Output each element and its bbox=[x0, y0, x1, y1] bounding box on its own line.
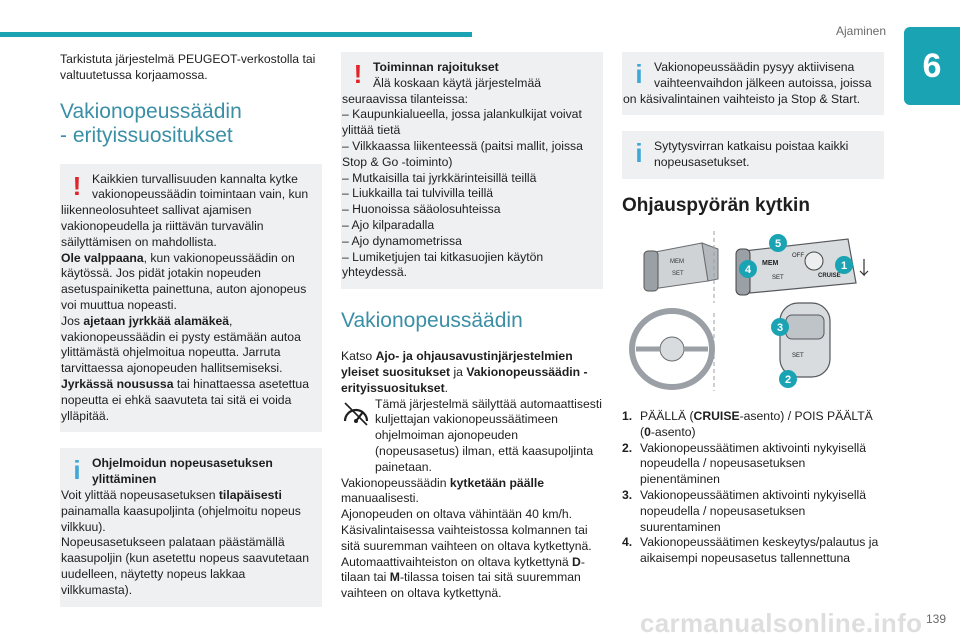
list-item: 3. Vakionopeussäätimen aktivointi nykyisellä nopeudella / nopeusasetuksen suurentaminen bbox=[622, 487, 867, 534]
switch-label-mem: MEM bbox=[762, 259, 779, 267]
limitations-title: Toiminnan rajoitukset bbox=[373, 60, 499, 74]
see-also-paragraph: Katso Ajo- ja ohjausavustinjärjestelmien yleiset suositukset ja Vakionopeussäädin - erityissuositukset. bbox=[341, 349, 588, 395]
list-item: – Lumiketjujen tai kitkasuojien käytön yhteydessä. bbox=[342, 249, 544, 280]
switch-label-cruise: CRUISE bbox=[818, 272, 841, 279]
warning-line-2: liikenneolosuhteet sallivat ajamisen vakionopeudella ja riittävän turvavälin säilyttämisen on mahdollista. bbox=[61, 203, 264, 249]
info-paragraph-1: Voit ylittää nopeusasetuksen tilapäisesti painamalla kaasupoljinta (ohjelmoitu nopeus vilkkuu). bbox=[61, 487, 301, 534]
steering-switch-diagram bbox=[622, 231, 884, 393]
warning-line-1: Kaikkien turvallisuuden kannalta kytke vakionopeussäädin toimintaan vain, kun bbox=[92, 171, 309, 202]
info-note-title: Ohjelmoidun nopeusasetuksen ylittäminen bbox=[92, 456, 273, 487]
list-item: – Ajo kilparadalla bbox=[342, 217, 435, 232]
svg-text:2: 2 bbox=[784, 373, 792, 386]
info-text: Sytytysvirran katkaisu poistaa kaikki nopeusasetukset. bbox=[654, 139, 849, 170]
list-item: – Huonoissa sääolosuhteissa bbox=[342, 202, 501, 217]
list-item: 2. Vakionopeussäätimen aktivointi nykyisellä nopeudella / nopeusasetuksen pienentäminen bbox=[622, 440, 867, 487]
callout-4 bbox=[739, 260, 757, 278]
callout-3 bbox=[771, 318, 789, 336]
list-item: – Kaupunkialueella, jossa jalankulkijat voivat ylittää tietä bbox=[342, 107, 582, 138]
list-item: 1. PÄÄLLÄ (CRUISE-asento) / POIS PÄÄLTÄ (0-asento) bbox=[622, 408, 873, 439]
warning-note-body bbox=[60, 172, 322, 425]
intro-paragraph: Tarkistuta järjestelmä PEUGEOT-verkostolla tai valtuutetussa korjaamossa. bbox=[60, 52, 316, 82]
info-note-gear-change bbox=[622, 52, 884, 115]
stalk-end-view bbox=[780, 303, 830, 377]
svg-text:4: 4 bbox=[744, 263, 752, 276]
limitations-line-1: Älä koskaan käytä järjestelmää bbox=[373, 75, 542, 90]
switch-label-set: SET bbox=[772, 274, 784, 281]
stalk-label-mem: MEM bbox=[670, 258, 684, 265]
info-line-2: on käsivalintainen vaihteisto ja Stop & Start. bbox=[623, 91, 861, 106]
svg-text:1: 1 bbox=[840, 259, 848, 272]
section-heading-steering-switch: Ohjauspyörän kytkin bbox=[622, 194, 810, 216]
section-heading-cruise-control: Vakionopeussäädin bbox=[341, 309, 523, 333]
info-icon: i bbox=[635, 138, 643, 169]
chapter-title: Ajaminen bbox=[835, 24, 886, 38]
warning-paragraph-uphill: Jyrkässä nousussa tai hinattaessa asetettua nopeutta ei ehkä saavuteta tai sitä ei voida ylläpitää. bbox=[61, 376, 309, 423]
steering-wheel-icon bbox=[632, 311, 712, 387]
info-note-body bbox=[622, 139, 884, 171]
info-note-body bbox=[622, 60, 884, 107]
chapter-number-tab: 6 bbox=[904, 27, 960, 105]
info-paragraph-2: Nopeusasetukseen palataan päästämällä kaasupoljin (kun asetettu nopeus saavutetaan uudelleen, näytetty nopeus lakkaa vilkkumasta). bbox=[61, 535, 309, 597]
automatic-gearbox-paragraph: Automaattivaihteiston on oltava kytkettynä D-tilaan tai M-tilassa toisen tai sitä suuremman vaihteen on oltava kytkettynä. bbox=[341, 554, 585, 601]
info-line-1: Vakionopeussäädin pysyy aktiivisena vaihteenvaihdon jälkeen autoissa, joissa bbox=[654, 60, 872, 90]
info-icon: i bbox=[635, 59, 643, 89]
activation-paragraph: Vakionopeussäädin kytketään päälle manuaalisesti. bbox=[341, 475, 545, 506]
svg-text:5: 5 bbox=[774, 237, 782, 250]
cruise-control-icon bbox=[341, 399, 371, 429]
svg-text:3: 3 bbox=[776, 321, 784, 334]
icon-description: Tämä järjestelmä säilyttää automaattisesti kuljettajan vakionopeussäätimeen ohjelmoiman ajonopeuden (nopeusasetus) ilman, että kaasupoljinta painetaan. bbox=[375, 396, 602, 474]
limitations-line-2: seuraavissa tilanteissa: bbox=[342, 91, 468, 106]
description-with-icon bbox=[341, 397, 603, 476]
stalk-side-view bbox=[644, 243, 718, 291]
section-heading-special-recommendations bbox=[60, 100, 322, 148]
steps-list bbox=[622, 409, 884, 567]
limitations-body bbox=[341, 60, 603, 281]
heading-line-2: - erityissuositukset bbox=[60, 123, 233, 147]
steering-switch-illustration bbox=[622, 231, 884, 393]
page-number: 139 bbox=[925, 612, 946, 626]
list-item: – Vilkkaassa liikenteessä (paitsi mallit, joissa Stop & Go -toiminto) bbox=[342, 138, 583, 169]
warning-note-safety bbox=[60, 164, 322, 433]
end-label-set: SET bbox=[792, 352, 804, 359]
warning-exclamation-icon: ! bbox=[72, 170, 82, 201]
callout-5 bbox=[769, 234, 787, 252]
min-speed-paragraph: Ajonopeuden on oltava vähintään 40 km/h. bbox=[341, 507, 573, 522]
info-icon: i bbox=[73, 455, 81, 486]
info-note-body bbox=[60, 456, 322, 598]
info-note-override bbox=[60, 448, 322, 606]
switch-label-off: OFF bbox=[792, 252, 804, 259]
callout-1 bbox=[835, 256, 853, 274]
column-2 bbox=[341, 52, 603, 602]
list-item: – Liukkailla tai tulvivilla teillä bbox=[342, 186, 494, 201]
callout-2 bbox=[779, 370, 797, 388]
manual-gearbox-paragraph: Käsivalintaisessa vaihteistossa kolmannen tai sitä suuremman vaihteen on oltava kytkettynä. bbox=[341, 522, 592, 553]
warning-note-limitations bbox=[341, 52, 603, 289]
warning-paragraph-downhill: Jos ajetaan jyrkkää alamäkeä, vakionopeussäädin ei pysty estämään autoa ylittämästä ohjelmoitua nopeutta. Jarruta tarvittaessa ajonopeuden hallitsemiseksi. bbox=[61, 313, 301, 376]
heading-line-1: Vakionopeussäädin bbox=[60, 99, 242, 123]
list-item: – Mutkaisilla tai jyrkkärinteisillä teillä bbox=[342, 170, 537, 185]
column-3 bbox=[622, 52, 884, 567]
warning-paragraph-alert: Ole valppaana, kun vakionopeussäädin on käytössä. Jos pidät jotakin nopeuden asetuspainiketta painettuna, auton ajonopeus voi muuttua nopeasti. bbox=[61, 250, 307, 312]
info-note-ignition bbox=[622, 131, 884, 179]
stalk-label-set: SET bbox=[672, 270, 684, 277]
watermark-text: carmanualsonline.info bbox=[640, 608, 923, 638]
list-item: – Ajo dynamometrissa bbox=[342, 233, 462, 248]
warning-exclamation-icon: ! bbox=[353, 59, 363, 89]
column-1 bbox=[60, 52, 322, 623]
header-accent-rule bbox=[0, 32, 472, 37]
list-item: 4. Vakionopeussäätimen keskeytys/palautus ja aikaisempi nopeusasetus tallennettuna bbox=[622, 535, 879, 566]
arrow-down-icon bbox=[860, 259, 868, 275]
